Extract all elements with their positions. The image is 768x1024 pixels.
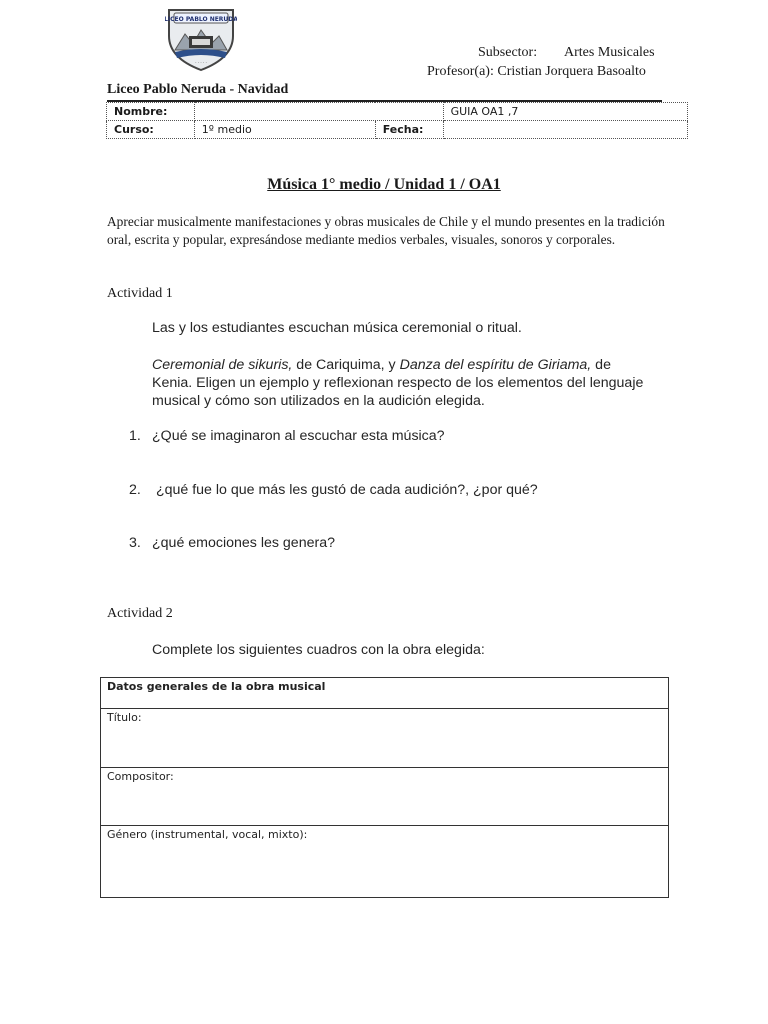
fecha-label: Fecha: (375, 121, 443, 139)
work-data-table (100, 677, 669, 898)
question-text: ¿qué emociones les genera? (152, 535, 335, 551)
svg-text:· · · · ·: · · · · · (195, 60, 207, 65)
activity-2-intro: Complete los siguientes cuadros con la obra elegida: (152, 642, 485, 658)
question-text: ¿Qué se imaginaron al escuchar esta música? (152, 428, 445, 444)
curso-value: 1º medio (194, 121, 375, 139)
subsector-label: Subsector: (478, 45, 538, 60)
titulo-field[interactable]: Título: (101, 709, 669, 768)
activity-2-heading: Actividad 2 (107, 606, 173, 621)
question-3 (129, 535, 335, 551)
curso-label: Curso: (107, 121, 195, 139)
question-number: 2. (129, 482, 141, 498)
school-shield-crest-icon (165, 6, 237, 72)
work-sikuris: Ceremonial de sikuris, (152, 357, 293, 373)
work-origin-1: de Cariquima, y (292, 357, 400, 373)
works-description: de Kenia. Eligen un ejemplo y reflexionan respecto de los elementos del lenguaje musical y cómo son utilizados en la audición elegida. (152, 357, 644, 409)
activity-1-works (152, 356, 652, 410)
objective-text: Apreciar musicalmente manifestaciones y obras musicales de Chile y el mundo presentes en la tradición oral, escrita y popular, expresándose mediante medios verbales, visuales, sonoros y corporales. (107, 214, 665, 247)
school-name: Liceo Pablo Neruda - Navidad (107, 82, 289, 97)
work-giriama: Danza del espíritu de Giriama, (399, 357, 592, 373)
page-title: Música 1° medio / Unidad 1 / OA1 (267, 176, 501, 193)
profesor-line: Profesor(a): Cristian Jorquera Basoalto (427, 64, 646, 79)
question-2 (129, 482, 538, 498)
table-header: Datos generales de la obra musical (101, 678, 669, 709)
question-number: 1. (129, 428, 141, 444)
logo-text: LICEO PABLO NERUDA (165, 16, 237, 23)
nombre-field[interactable] (194, 103, 443, 121)
school-logo (165, 6, 237, 72)
subsector-value: Artes Musicales (564, 45, 655, 60)
question-number: 3. (129, 535, 141, 551)
fecha-field[interactable] (443, 121, 687, 139)
student-info-table (106, 102, 688, 139)
compositor-field[interactable]: Compositor: (101, 768, 669, 826)
guia-code: GUIA OA1 ,7 (443, 103, 687, 121)
question-1 (129, 428, 445, 444)
question-text: ¿qué fue lo que más les gustó de cada audición?, ¿por qué? (152, 482, 538, 498)
activity-1-heading: Actividad 1 (107, 286, 173, 301)
nombre-label: Nombre: (107, 103, 195, 121)
genero-field[interactable]: Género (instrumental, vocal, mixto): (101, 826, 669, 898)
activity-1-intro: Las y los estudiantes escuchan música ceremonial o ritual. (152, 320, 522, 336)
